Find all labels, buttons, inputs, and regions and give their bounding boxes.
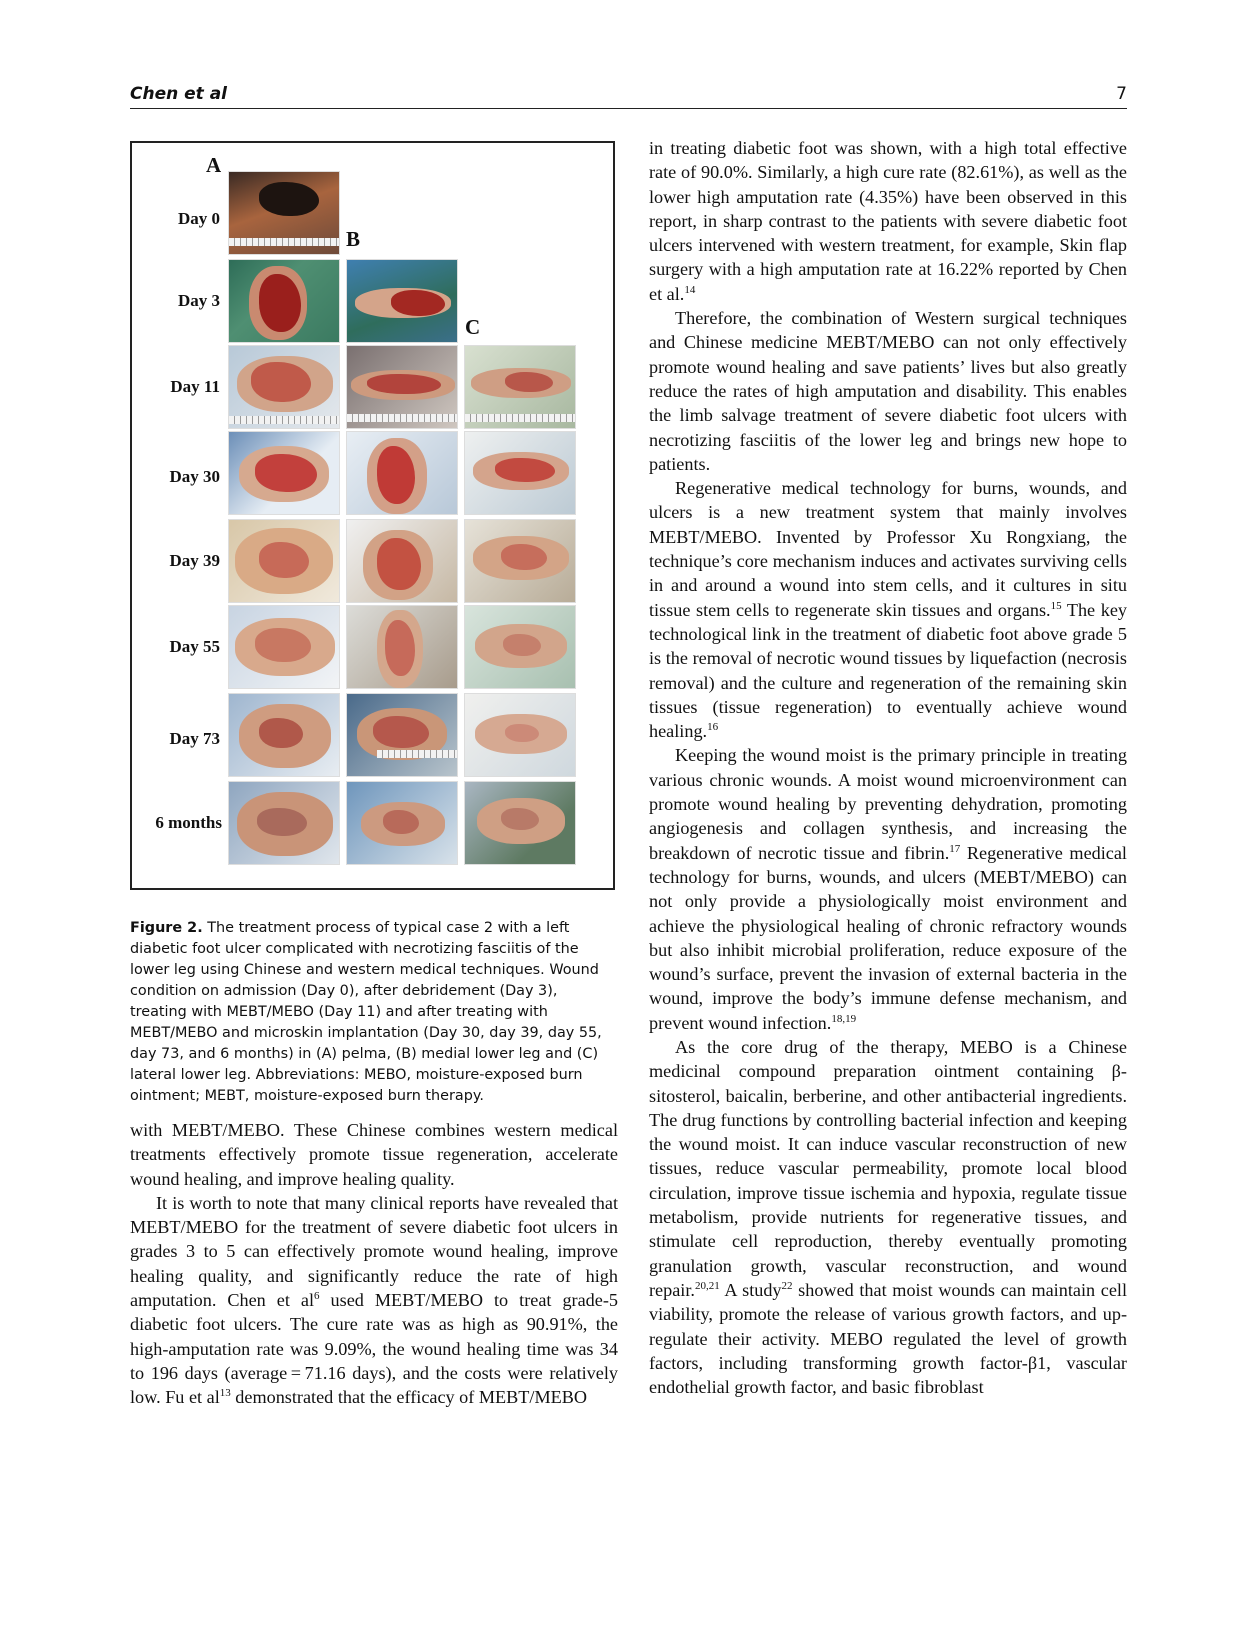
row-label-day-3: Day 3	[177, 291, 220, 310]
photo-a-6-months	[228, 781, 340, 865]
paragraph: As the core drug of the therapy, MEBO is a Chinese medicinal compound preparation ointment containing β-sitosterol, baicalin, berberine, and other antibacterial ingredients. The drug functions by controlling bacterial infection and keeping the wound moist. It can induce vascular reconstruction of new tissues, reduce vascular permeability, promote local blood circulation, improve tissue ischemia and hypoxia, regulate tissue metabolism, provide nutrients for regenerative tissues, and stimulate cell reproduction, thereby eventually promoting granulation growth, vascular reconstruction, and wound repair.$^{20,21}$ A study$^{22}$ showed that moist wounds can maintain cell viability, promote the release of various growth factors, and up-regulate their activity. MEBO regulated the level of growth factors, including transforming growth factor-β1, vascular endothelial growth factor, and basic fibroblast	[649, 1036, 1127, 1398]
photo-c-day-73	[464, 693, 576, 777]
citation-ref: 22	[781, 1279, 793, 1292]
photo-c-6-months	[464, 781, 576, 865]
row-label-6-months: 6 months	[155, 813, 222, 832]
figure-2-frame	[130, 141, 615, 890]
page-number: 7	[1116, 84, 1127, 104]
paragraph: Regenerative medical technology for burns, wounds, and ulcers is a new treatment system that mainly involves MEBT/MEBO. Invented by Professor Xu Rongxiang, the technique’s core mechanism induces and activates surviving cells in and around a wound into stem cells, and it cultures in situ tissue stem cells to regenerate skin tissues and organs.$^{15}$ The key technological link in the treatment of diabetic foot above grade 5 is the removal of necrotic wound tissues by liquefaction (necrosis removal) and the culture and regeneration of the remaining skin tissues (tissue regeneration) to eventually achieve wound healing.$^{16}$	[649, 478, 1127, 742]
photo-a-day-3	[228, 259, 340, 343]
photo-c-day-30	[464, 431, 576, 515]
photo-a-day-30	[228, 431, 340, 515]
right-text-column	[649, 136, 1127, 1399]
left-text-column	[130, 1118, 618, 1410]
photo-b-6-months	[346, 781, 458, 865]
figure-caption-label: Figure 2.	[130, 920, 203, 936]
paragraph: Therefore, the combination of Western surgical techniques and Chinese medicine MEBT/MEBO can not only effectively promote wound healing and save patients’ lives but also greatly reduce the rates of high amputation and disability. This enables the limb salvage treatment of severe diabetic foot ulcers with necrotizing fasciitis of the lower leg and brings new hope to patients.	[649, 308, 1127, 474]
row-label-day-0: Day 0	[177, 209, 220, 228]
photo-a-day-73	[228, 693, 340, 777]
citation-ref: 16	[707, 721, 719, 734]
photo-b-day-73	[346, 693, 458, 777]
paragraph: Keeping the wound moist is the primary principle in treating various chronic wounds. A moist wound microenvironment can promote wound healing by preventing dehydration, promoting angiogenesis and collagen synthesis, and increasing the breakdown of necrotic tissue and fibrin.$^{17}$ Regenerative medical technology for burns, wounds, and ulcers (MEBT/MEBO) can not only provide a physiologically moist environment and achieve the physiological healing of chronic refractory wounds but also inhibit microbial proliferation, reduce exposure of the wound’s surface, prevent the invasion of external bacteria in the wound, improve the body’s immune defense mechanism, and prevent wound infection.$^{18,19}$	[649, 745, 1127, 1033]
row-label-day-55: Day 55	[169, 637, 220, 656]
photo-b-day-39	[346, 519, 458, 603]
paragraph: in treating diabetic foot was shown, with a high total effective rate of 90.0%. Similarly, a high cure rate (82.61%), as well as the lower high amputation rate (4.35%) have been observed in this report, in sharp contrast to the patients with severe diabetic foot ulcers intervened with western treatment, for example, Skin flap surgery with a high amputation rate at 16.22% reported by Chen et al.$^{14}$	[649, 138, 1127, 304]
photo-b-day-30	[346, 431, 458, 515]
citation-ref: 18,19	[831, 1012, 857, 1025]
row-label-day-39: Day 39	[169, 551, 220, 570]
row-label-day-11: Day 11	[170, 377, 220, 396]
row-label-day-30: Day 30	[169, 467, 220, 486]
photo-a-day-0	[228, 171, 340, 255]
photo-c-day-55	[464, 605, 576, 689]
citation-ref: 17	[949, 842, 961, 855]
paragraph: It is worth to note that many clinical reports have revealed that MEBT/MEBO for the treatment of severe diabetic foot ulcers in grades 3 to 5 can effectively promote wound healing, improve healing quality, and significantly reduce the rate of high amputation. Chen et $al^6$ used MEBT/MEBO to treat grade-5 diabetic foot ulcers. The cure rate was as high as 90.91%, the high-amputation rate was 9.09%, the wound healing time was 34 to 196 days (average = 71.16 days), and the costs were relatively low. Fu et $al^{13}$ demonstrated that the efficacy of MEBT/MEBO	[130, 1192, 618, 1408]
running-head-author: Chen et al	[130, 84, 228, 104]
figure-caption	[130, 918, 618, 1107]
panel-label-a: A	[206, 153, 222, 177]
photo-c-day-11	[464, 345, 576, 429]
running-header	[130, 84, 1127, 109]
citation-ref: 15	[1050, 599, 1062, 612]
citation-ref: 14	[684, 283, 696, 296]
row-label-day-73: Day 73	[169, 729, 220, 748]
photo-a-day-11	[228, 345, 340, 429]
panel-label-b: B	[346, 227, 361, 251]
figure-caption-text: The treatment process of typical case 2 with a left diabetic foot ulcer complicated with necrotizing fasciitis of the lower leg using Chinese and western medical techniques. Wound condition on admission (Day 0), after debridement (Day 3), treating with MEBT/MEBO (Day 11) and after treating with MEBT/MEBO and microskin implantation (Day 30, day 39, day 55, day 73, and 6 months) in (A) pelma, (B) medial lower leg and (C) lateral lower leg. Abbreviations: MEBO, moisture-exposed burn ointment; MEBT, moisture-exposed burn therapy.	[130, 920, 602, 1104]
photo-b-day-11	[346, 345, 458, 429]
citation-ref: 6	[314, 1290, 320, 1303]
panel-label-c: C	[465, 315, 481, 339]
citation-ref: 13	[219, 1387, 231, 1400]
photo-b-day-55	[346, 605, 458, 689]
photo-a-day-39	[228, 519, 340, 603]
photo-a-day-55	[228, 605, 340, 689]
photo-b-day-3	[346, 259, 458, 343]
paragraph: with MEBT/MEBO. These Chinese combines western medical treatments effectively promote tissue regeneration, accelerate wound healing, and improve healing quality.	[130, 1120, 618, 1189]
photo-c-day-39	[464, 519, 576, 603]
citation-ref: 20,21	[694, 1279, 720, 1292]
